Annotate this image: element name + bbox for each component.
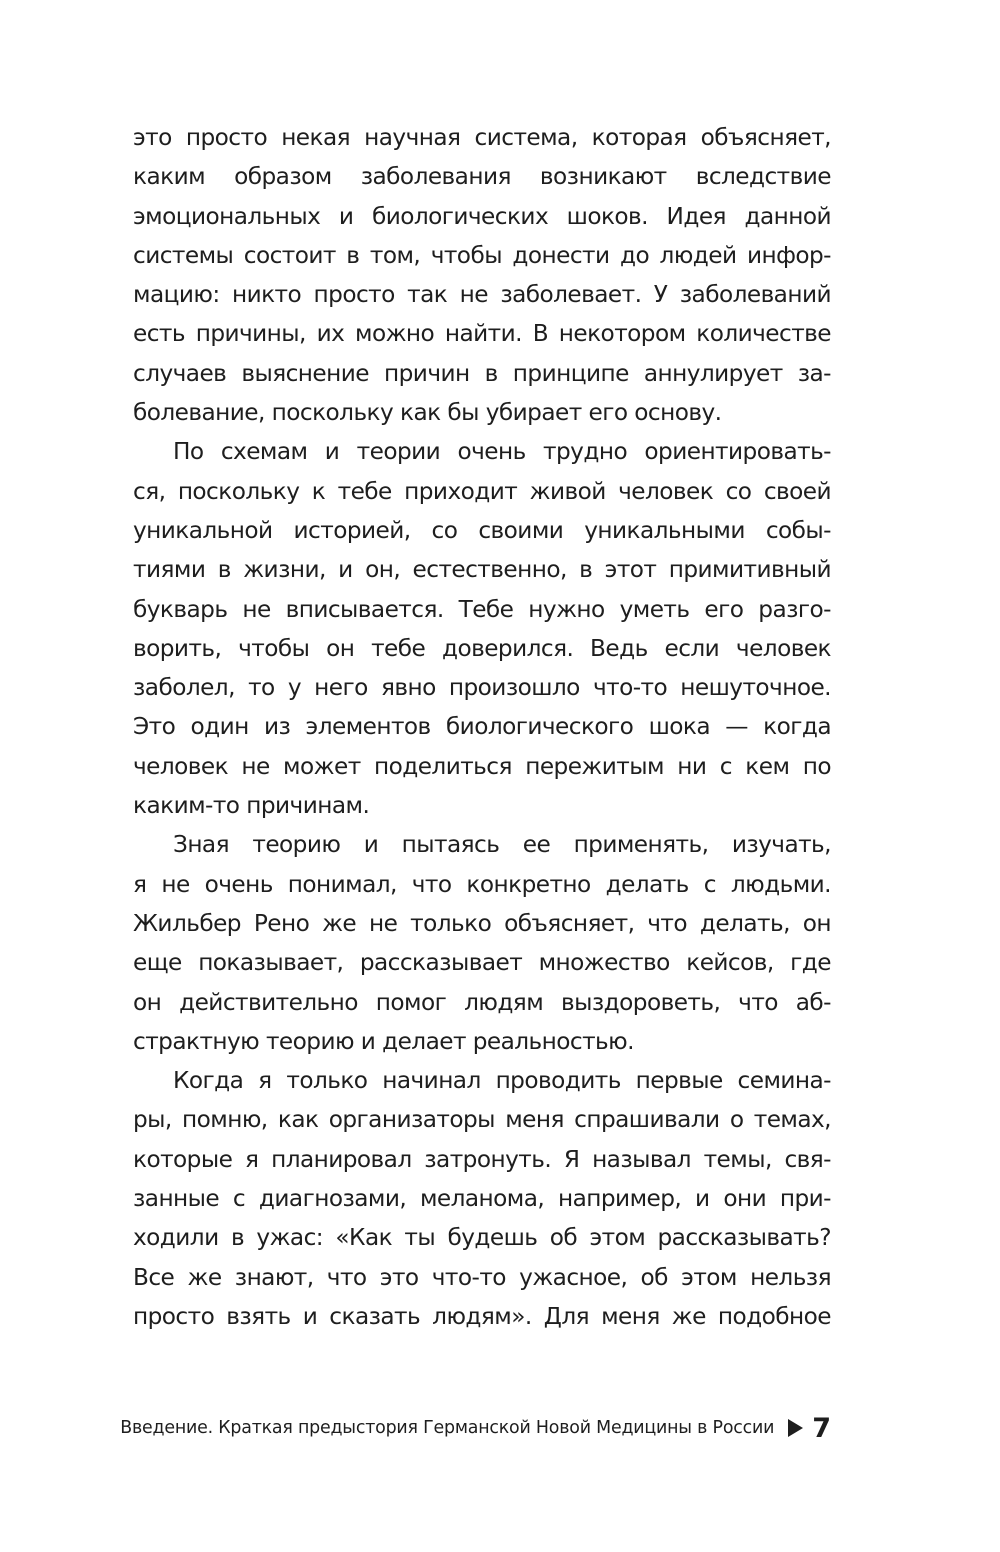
paragraph <box>133 825 831 1061</box>
triangle-right-icon <box>788 1419 803 1437</box>
text-line: мацию: никто просто так не заболевает. У заболеваний <box>133 281 831 309</box>
text-line: Когда я только начинал проводить первые семина- <box>173 1067 831 1095</box>
text-line: просто взять и сказать людям». Для меня же подобное <box>133 1302 831 1330</box>
text-line: ходили в ужас: «Как ты будешь об этом рассказывать? <box>133 1224 831 1252</box>
text-line: это просто некая научная система, которая объясняет, <box>133 124 831 151</box>
text-line: человек не может поделиться пережитым ни с кем по <box>133 752 831 780</box>
text-line: он действительно помог людям выздороветь, что аб- <box>133 988 831 1016</box>
text-line: каким-то причинам. <box>133 792 370 820</box>
text-line: ворить, чтобы он тебе доверился. Ведь если человек <box>133 634 831 662</box>
page-body <box>133 118 831 1336</box>
text-line: системы состоит в том, чтобы донести до людей инфор- <box>133 241 831 269</box>
text-line: букварь не вписывается. Тебе нужно уметь его разго- <box>133 595 831 623</box>
text-line: Все же знают, что это что-то ужасное, об этом нельзя <box>133 1263 831 1291</box>
page-number: 7 <box>812 1412 831 1444</box>
text-line: которые я планировал затронуть. Я называл темы, свя- <box>133 1145 831 1173</box>
text-line: ры, помню, как организаторы меня спрашивали о темах, <box>133 1106 831 1134</box>
text-line: эмоциональных и биологических шоков. Идея данной <box>133 202 831 230</box>
running-head: Введение. Краткая предыстория Германской Новой Медицины в России <box>120 1418 775 1438</box>
paragraph <box>133 1061 831 1336</box>
page-footer <box>120 1408 831 1448</box>
text-line: случаев выяснение причин в принципе аннулирует за- <box>133 359 831 387</box>
text-line: По схемам и теории очень трудно ориентировать- <box>173 438 831 466</box>
paragraph <box>133 118 831 432</box>
text-line: страктную теорию и делает реальностью. <box>133 1027 634 1055</box>
paragraph <box>133 432 831 825</box>
text-line: Это один из элементов биологического шока — когда <box>133 713 831 741</box>
text-line: я не очень понимал, что конкретно делать с людьми. <box>133 870 831 898</box>
text-line: еще показывает, рассказывает множество кейсов, где <box>133 949 831 977</box>
text-line: тиями в жизни, и он, естественно, в этот примитивный <box>133 556 831 584</box>
text-line: занные с диагнозами, меланома, например, и они при- <box>133 1185 831 1213</box>
text-line: есть причины, их можно найти. В некотором количестве <box>133 320 831 348</box>
text-line: уникальной историей, со своими уникальными собы- <box>133 516 831 544</box>
text-line: Зная теорию и пытаясь ее применять, изучать, <box>173 831 831 859</box>
text-line: болевание, поскольку как бы убирает его основу. <box>133 399 722 427</box>
text-line: ся, поскольку к тебе приходит живой человек со своей <box>133 477 831 505</box>
text-line: Жильбер Рено же не только объясняет, что делать, он <box>133 909 831 937</box>
text-line: заболел, то у него явно произошло что-то нешуточное. <box>133 674 831 702</box>
text-line: каким образом заболевания возникают вследствие <box>133 163 831 191</box>
